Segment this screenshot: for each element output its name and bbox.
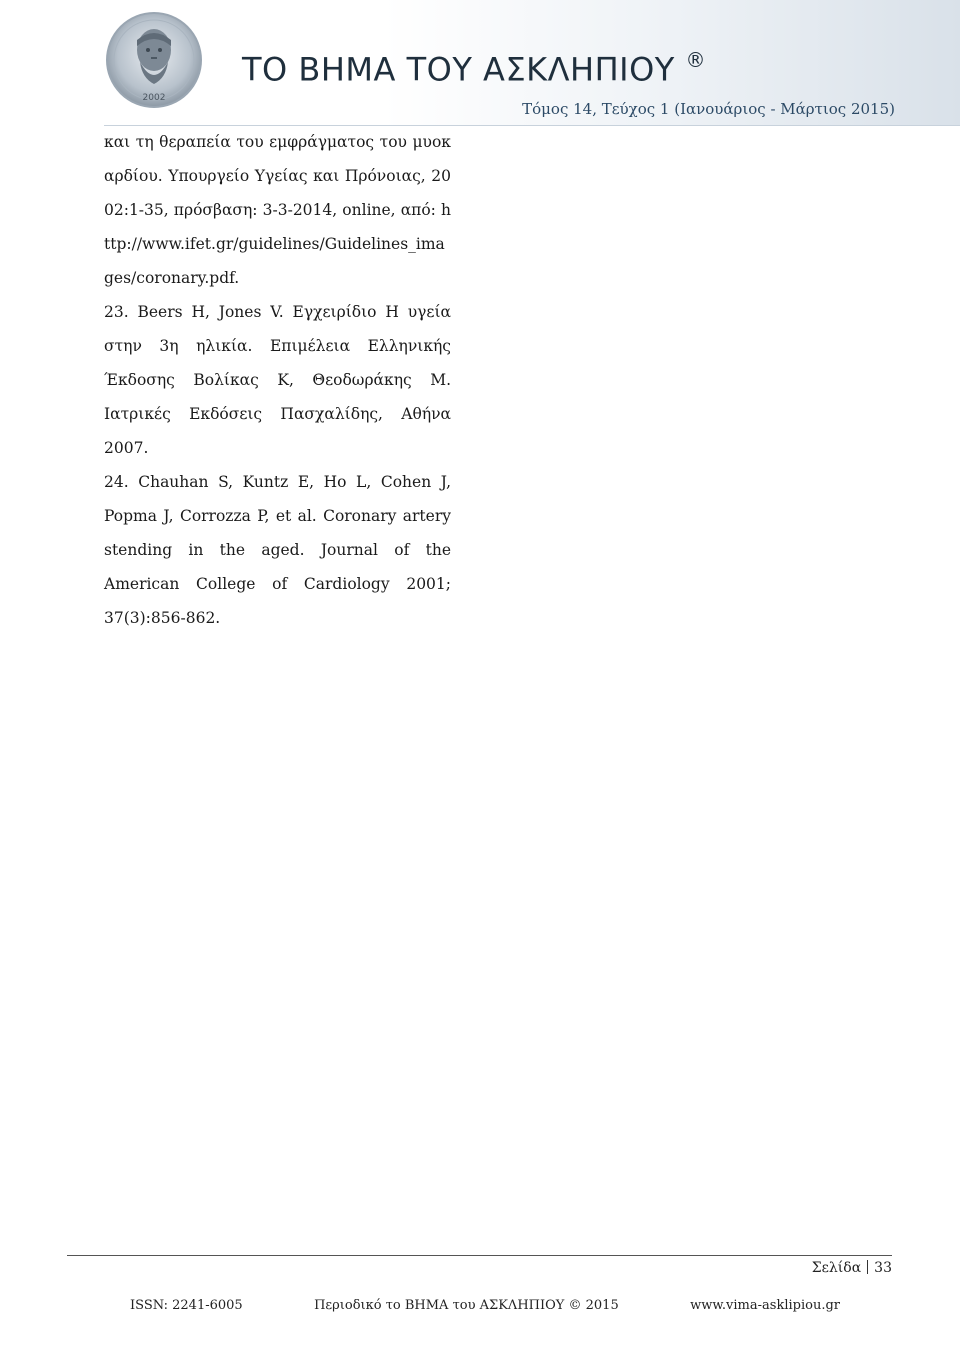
registered-mark: ®: [685, 48, 706, 72]
references-column: [104, 125, 451, 635]
page-label: Σελίδα: [811, 1260, 862, 1276]
journal-logo: [104, 10, 204, 110]
issue-info: Τόμος 14, Τεύχος 1 (Ιανουάριος - Μάρτιος 2015): [522, 100, 895, 118]
footer-journal: Περιοδικό το ΒΗΜΑ του ΑΣΚΛΗΠΙΟΥ © 2015: [314, 1298, 619, 1313]
reference-22-continuation: και τη θεραπεία του εμφράγματος του μυοκαρδίου. Υπουργείο Υγείας και Πρόνοιας, 2002:1-35, πρόσβαση: 3-3-2014, online, από: http://www.ifet.gr/guidelines/Guidelines_images/coronary.pdf.: [104, 133, 451, 287]
logo-year: 2002: [142, 93, 166, 103]
page-indicator: [780, 1260, 892, 1276]
footer-website[interactable]: www.vima-asklipiou.gr: [690, 1298, 840, 1313]
page-number: 33: [874, 1260, 892, 1276]
footer: [130, 1298, 840, 1313]
journal-title-text: ΤΟ ΒΗΜΑ ΤΟΥ ΑΣΚΛΗΠΙΟΥ: [242, 50, 675, 89]
footer-issn: ISSN: 2241-6005: [130, 1298, 243, 1313]
footer-divider: [67, 1255, 892, 1256]
reference-23: 23. Beers H, Jones V. Εγχειρίδιο Η υγεία στην 3η ηλικία. Επιμέλεια Ελληνικής Έκδοσης Βολίκας Κ, Θεοδωράκης Μ. Ιατρικές Εκδόσεις Πασχαλίδης, Αθήνα 2007.: [104, 303, 451, 457]
reference-24: 24. Chauhan S, Kuntz E, Ho L, Cohen J, Popma J, Corrozza P, et al. Coronary artery stending in the aged. Journal of the American College of Cardiology 2001; 37(3):856-862.: [104, 473, 451, 627]
journal-title: [242, 50, 722, 89]
page-separator: [867, 1260, 868, 1274]
